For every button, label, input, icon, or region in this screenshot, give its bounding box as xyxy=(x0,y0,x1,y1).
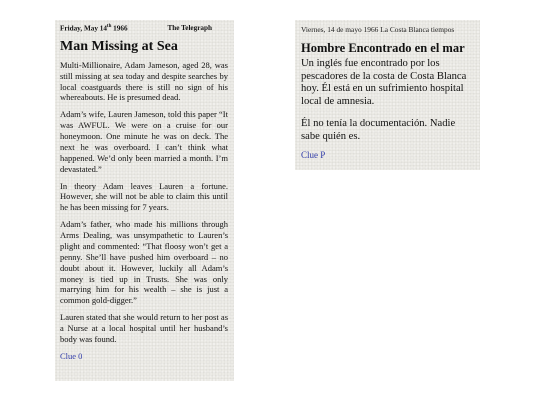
article-body xyxy=(60,60,228,345)
article-paragraph: In theory Adam leaves Lauren a fortune. However, she will not be able to claim this until he has been missing for 7 years. xyxy=(60,180,228,213)
article-paragraph: Adam’s father, who made his millions through Arms Dealing, was unsympathetic to Lauren’s plight and commented: “That floosy won’t get a penny. She’ll have pushed him overboard – no doubt about it. However, luckily all Adam’s money is tied up in Trusts. She was only marrying him for his wealth – she is just a common gold-digger.” xyxy=(60,219,228,306)
article-paragraph: Un inglés fue encontrado por los pescadores de la costa de Costa Blanca hoy. Él está en un sufrimiento hospital local de amnesia. xyxy=(301,57,467,108)
article-paragraph: Multi-Millionaire, Adam Jameson, aged 28, was still missing at sea today and despite searches by local coastguards there is still no sign of his whereabouts. He is presumed dead. xyxy=(60,59,228,103)
masthead-line: Viernes, 14 de mayo 1966 La Costa Blanca tiempos xyxy=(301,25,455,34)
article-body xyxy=(301,58,474,145)
issue-date: Friday, May 14th 1966 xyxy=(60,24,128,33)
spanish-newspaper-clipping xyxy=(295,20,480,170)
clue-link[interactable]: Clue 0 xyxy=(60,350,83,361)
headline: Man Missing at Sea xyxy=(60,39,178,55)
masthead-line xyxy=(60,24,228,32)
headline: Hombre Encontrado en el mar xyxy=(301,40,465,55)
newspaper-name: The Telegraph xyxy=(167,24,212,32)
article-paragraph: Lauren stated that she would return to her post as a Nurse at a local hospital until her husband’s body was found. xyxy=(60,312,228,344)
article-paragraph: Adam’s wife, Lauren Jameson, told this paper “It was AWFUL. We were on a cruise for our honeymoon. One minute he was on deck. The next he was overboard. I can’t think what happened. We’d only been married a month. I’m devastated.” xyxy=(60,109,228,174)
article-paragraph: Él no tenía la documentación. Nadie sabe quién es. xyxy=(301,118,456,143)
english-newspaper-clipping xyxy=(55,20,234,381)
clue-link[interactable]: Clue P xyxy=(301,150,326,161)
